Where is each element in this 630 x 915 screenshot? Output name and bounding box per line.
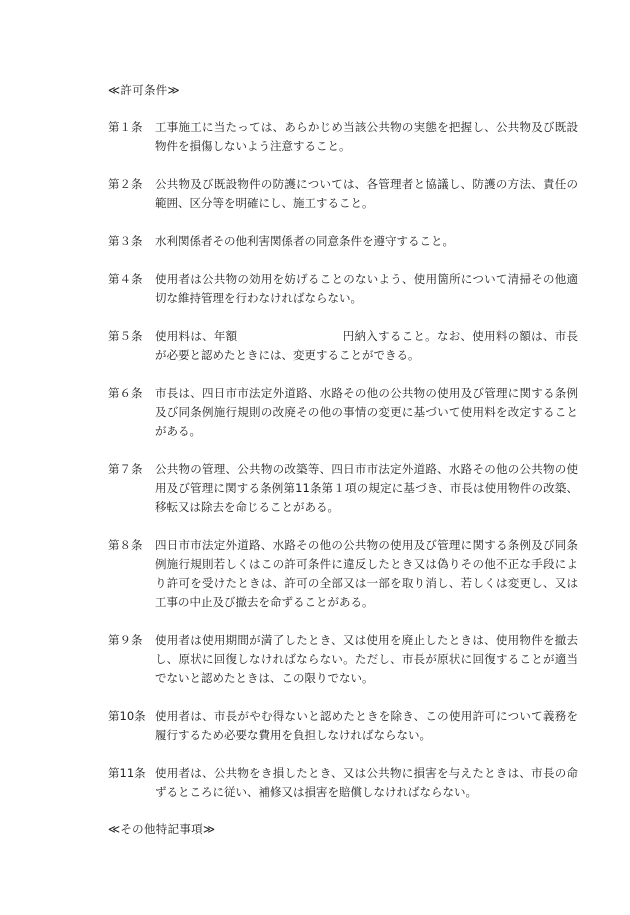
article-text: 工事施工に当たっては、あらかじめ当該公共物の実態を把握し、公共物及び既設物件を損傷しないよう注意すること。 <box>155 120 578 153</box>
article-number: 第９条 <box>108 633 143 647</box>
other-notes-heading: ≪その他特記事項≫ <box>108 822 216 836</box>
article-number: 第10条 <box>108 709 146 723</box>
article-5 <box>108 327 578 365</box>
article-text-after-blank: 円納入すること。なお、使用料の額は、市長が必要と認めたときには、変更することができる。 <box>155 329 579 362</box>
article-number: 第７条 <box>108 462 143 476</box>
article-9 <box>108 631 578 688</box>
article-number: 第11条 <box>108 766 146 780</box>
article-number: 第８条 <box>108 538 143 552</box>
article-7 <box>108 460 578 517</box>
article-text <box>155 327 578 365</box>
article-text: 公共物の管理、公共物の改築等、四日市市法定外道路、水路その他の公共物の使用及び管理に関する条例第11条第１項の規定に基づき、市長は使用物件の改築、移転又は除去を命じることがある。 <box>155 462 578 514</box>
article-number: 第２条 <box>108 177 143 191</box>
document-content <box>108 82 578 857</box>
article-number: 第５条 <box>108 329 143 343</box>
article-number: 第１条 <box>108 120 143 134</box>
article-8 <box>108 536 578 612</box>
article-text-before-blank: 使用料は、年額 <box>155 329 238 343</box>
article-text: 使用者は公共物の効用を妨げることのないよう、使用箇所について清掃その他適切な維持管理を行わなければならない。 <box>155 272 578 305</box>
article-3 <box>108 232 578 251</box>
article-text: 公共物及び既設物件の防護については、各管理者と協議し、防護の方法、責任の範囲、区分等を明確にし、施工すること。 <box>155 177 578 210</box>
article-6 <box>108 384 578 441</box>
article-text: 使用者は、公共物をき損したとき、又は公共物に損害を与えたときは、市長の命ずるところに従い、補修又は損害を賠償しなければならない。 <box>155 766 578 799</box>
article-text: 使用者は使用期間が満了したとき、又は使用を廃止したときは、使用物件を撤去し、原状に回復しなければならない。ただし、市長が原状に回復することが適当でないと認めたときは、この限りでない。 <box>155 633 578 685</box>
article-4 <box>108 270 578 308</box>
article-number: 第４条 <box>108 272 143 286</box>
article-text: 市長は、四日市市法定外道路、水路その他の公共物の使用及び管理に関する条例及び同条例施行規則の改廃その他の事情の変更に基づいて使用料を改定することがある。 <box>155 386 578 438</box>
article-number: 第６条 <box>108 386 143 400</box>
article-2 <box>108 175 578 213</box>
permit-conditions-heading: ≪許可条件≫ <box>108 83 180 97</box>
article-text: 使用者は、市長がやむ得ないと認めたときを除き、この使用許可について義務を履行するため必要な費用を負担しなければならない。 <box>155 709 578 742</box>
article-1 <box>108 118 578 156</box>
article-10 <box>108 707 578 745</box>
article-number: 第３条 <box>108 234 143 248</box>
article-text: 水利関係者その他利害関係者の同意条件を遵守すること。 <box>155 234 454 248</box>
article-text: 四日市市法定外道路、水路その他の公共物の使用及び管理に関する条例及び同条例施行規則若しくはこの許可条件に違反したとき又は偽りその他不正な手段により許可を受けたときは、許可の全部又は一部を取り消し、若しくは変更し、又は工事の中止及び撤去を命ずることがある。 <box>155 538 578 609</box>
article-11 <box>108 764 578 802</box>
